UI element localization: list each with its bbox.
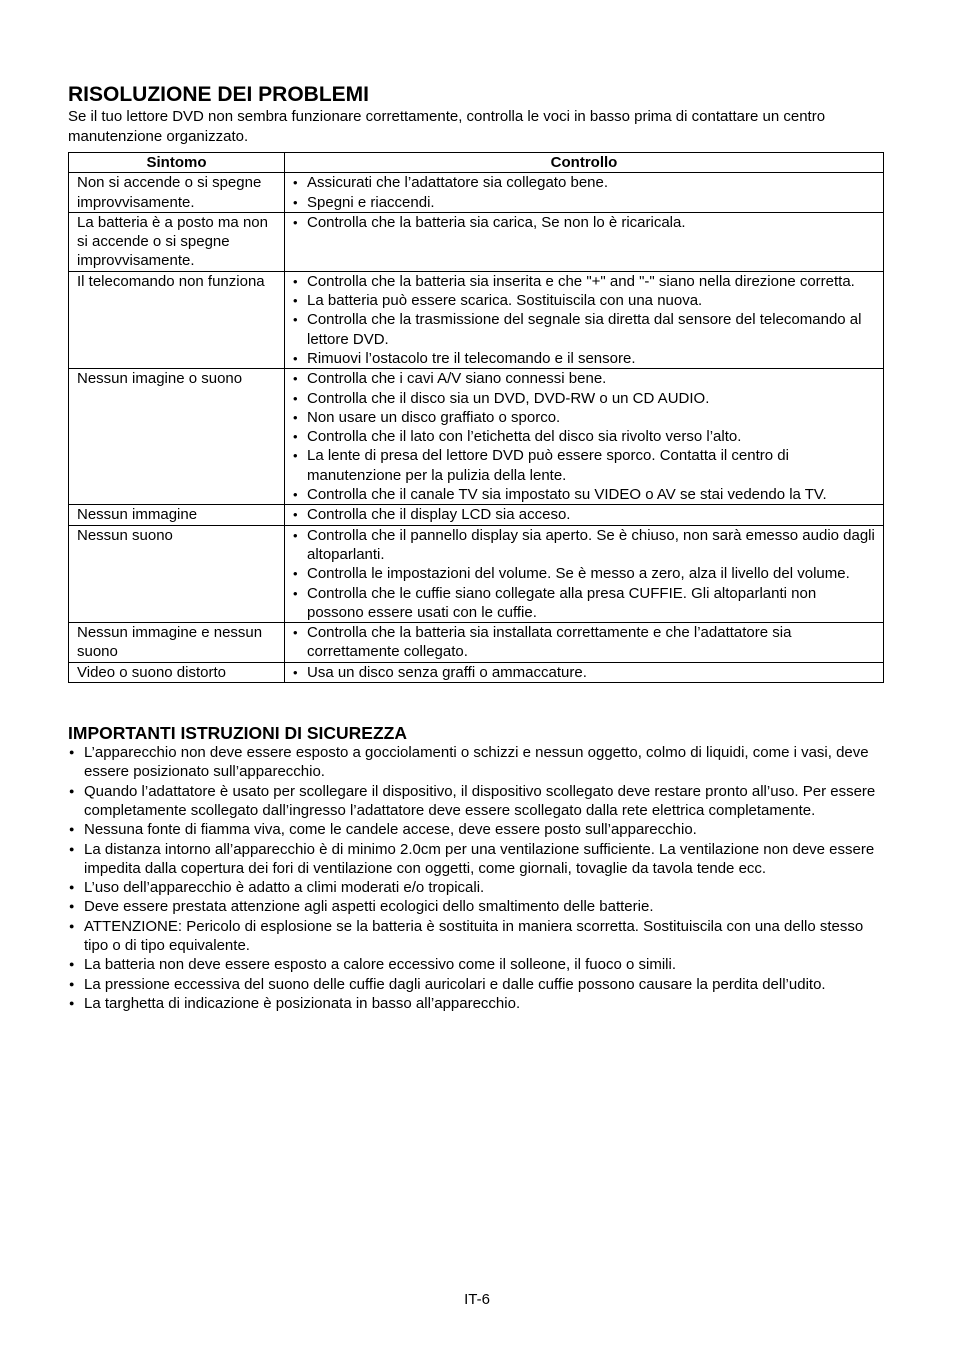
check-cell — [285, 271, 884, 368]
symptom-cell: Nessun immagine — [69, 505, 285, 525]
check-item: • Controlla che il pannello display sia aperto. Se è chiuso, non sarà emesso audio dagli altoparlanti. — [293, 526, 875, 565]
safety-item: ● La batteria non deve essere esposto a calore eccessivo come il solleone, il fuoco o simili. — [68, 955, 883, 974]
check-item: • Non usare un disco graffiato o sporco. — [293, 408, 875, 427]
check-cell — [285, 525, 884, 622]
check-list — [293, 623, 875, 662]
check-column-header: Controllo — [285, 153, 884, 173]
check-item: • Controlla che il display LCD sia acceso. — [293, 505, 875, 524]
document-page — [68, 82, 883, 1013]
safety-item: ● ATTENZIONE: Pericolo di esplosione se la batteria è sostituita in maniera scorretta. Sostituiscila con una dello stesso tipo o di tipo equivalente. — [68, 917, 883, 956]
check-item: • Controlla che il disco sia un DVD, DVD-RW o un CD AUDIO. — [293, 389, 875, 408]
symptom-cell: Il telecomando non funziona — [69, 271, 285, 368]
check-list — [293, 213, 875, 232]
table-row — [69, 173, 884, 213]
table-row — [69, 662, 884, 682]
check-cell — [285, 662, 884, 682]
table-row — [69, 623, 884, 663]
troubleshooting-title: RISOLUZIONE DEI PROBLEMI — [68, 83, 370, 106]
check-item: • Controlla che la batteria sia inserita e che "+" and "-" siano nella direzione corretta. — [293, 272, 875, 291]
check-item: • Rimuovi l’ostacolo tre il telecomando e il sensore. — [293, 349, 875, 368]
check-list — [293, 173, 875, 212]
check-list — [293, 272, 875, 368]
table-row — [69, 525, 884, 622]
check-item: • Controlla che le cuffie siano collegate alla presa CUFFIE. Gli altoparlanti non possono essere usati con le cuffie. — [293, 584, 875, 623]
check-item: • La batteria può essere scarica. Sostituiscila con una nuova. — [293, 291, 875, 310]
check-list — [293, 526, 875, 622]
safety-item: ● L’uso dell’apparecchio è adatto a climi moderati e/o tropicali. — [68, 878, 883, 897]
check-cell — [285, 369, 884, 505]
check-cell — [285, 212, 884, 271]
check-item: • Spegni e riaccendi. — [293, 193, 875, 212]
safety-item: ● Deve essere prestata attenzione agli aspetti ecologici dello smaltimento delle batterie. — [68, 897, 883, 916]
check-item: • Controlla che i cavi A/V siano connessi bene. — [293, 369, 875, 388]
check-list — [293, 505, 875, 524]
safety-item: ● La pressione eccessiva del suono delle cuffie dagli auricolari e dalle cuffie possono causare la perdita dell’udito. — [68, 975, 883, 994]
check-cell — [285, 505, 884, 525]
symptom-cell: La batteria è a posto ma non si accende o si spegne improvvisamente. — [69, 212, 285, 271]
symptom-column-header: Sintomo — [69, 153, 285, 173]
check-list — [293, 369, 875, 504]
check-item: • Usa un disco senza graffi o ammaccature. — [293, 663, 875, 682]
check-list — [293, 663, 875, 682]
table-row — [69, 212, 884, 271]
safety-item: ● Quando l’adattatore è usato per scollegare il dispositivo, il dispositivo scollegato deve restare pronto all’uso. Per essere completamente scollegato dall’ingresso l’adattatore deve essere scollegato dalla rete elettrica completamente. — [68, 782, 883, 821]
check-item: • Controlla che il canale TV sia impostato su VIDEO o AV se stai vedendo la TV. — [293, 485, 875, 504]
check-item: • Assicurati che l’adattatore sia collegato bene. — [293, 173, 875, 192]
symptom-cell: Nessun suono — [69, 525, 285, 622]
safety-item: ● La distanza intorno all’apparecchio è di minimo 2.0cm per una ventilazione sufficiente. La ventilazione non deve essere impedita dalla copertura dei fori di ventilazione con oggetti, come giornali, tovaglie da tavola tende ecc. — [68, 840, 883, 879]
symptom-cell: Video o suono distorto — [69, 662, 285, 682]
check-cell — [285, 173, 884, 213]
symptom-cell: Nessun immagine e nessun suono — [69, 623, 285, 663]
safety-title: IMPORTANTI ISTRUZIONI DI SICUREZZA — [68, 723, 407, 744]
safety-list — [68, 743, 883, 1013]
check-item: • Controlla che il lato con l’etichetta del disco sia rivolto verso l’alto. — [293, 427, 875, 446]
symptom-cell: Non si accende o si spegne improvvisamente. — [69, 173, 285, 213]
check-item: • Controlla che la batteria sia installata correttamente e che l’adattatore sia correttamente collegato. — [293, 623, 875, 662]
check-item: • Controlla le impostazioni del volume. Se è messo a zero, alza il livello del volume. — [293, 564, 875, 583]
check-item: • Controlla che la trasmissione del segnale sia diretta dal sensore del telecomando al lettore DVD. — [293, 310, 875, 349]
troubleshooting-table — [68, 152, 884, 683]
check-item: • Controlla che la batteria sia carica, Se non lo è ricaricala. — [293, 213, 875, 232]
table-row — [69, 271, 884, 368]
check-cell — [285, 623, 884, 663]
troubleshooting-table-body — [69, 173, 884, 683]
troubleshooting-intro: Se il tuo lettore DVD non sembra funzionare correttamente, controlla le voci in basso prima di contattare un centro manutenzione organizzato. — [68, 108, 826, 145]
safety-item: ● Nessuna fonte di fiamma viva, come le candele accese, deve essere posto sull’apparecchio. — [68, 820, 883, 839]
page-number: IT-6 — [464, 1291, 490, 1308]
table-row — [69, 505, 884, 525]
table-row — [69, 369, 884, 505]
table-header-row — [69, 153, 884, 173]
safety-item: ● La targhetta di indicazione è posizionata in basso all’apparecchio. — [68, 994, 883, 1013]
check-item: • La lente di presa del lettore DVD può essere sporco. Contatta il centro di manutenzione per la pulizia della lente. — [293, 446, 875, 485]
symptom-cell: Nessun imagine o suono — [69, 369, 285, 505]
safety-item: ● L’apparecchio non deve essere esposto a gocciolamenti o schizzi e nessun oggetto, colmo di liquidi, come i vasi, deve essere posizionato sull’apparecchio. — [68, 743, 883, 782]
